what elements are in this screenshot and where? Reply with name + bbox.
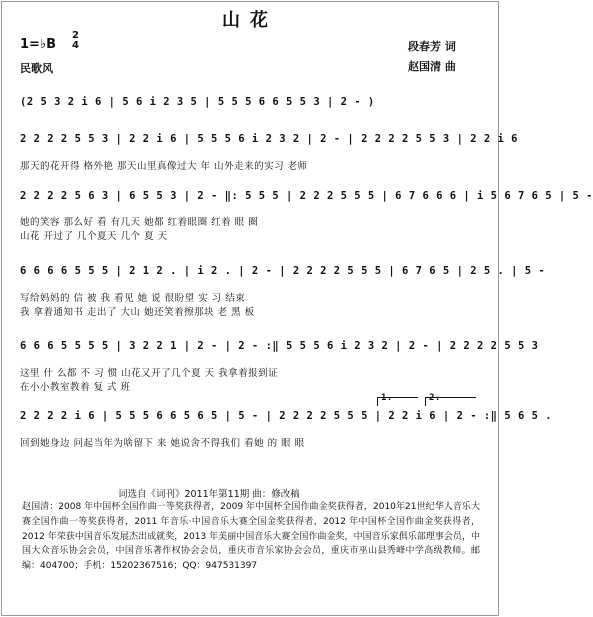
song-title: 山花 xyxy=(222,10,278,31)
lyrics-row-6-verse-1: 回到她身边 问起当年为啥留下 来 她说舍不得我们 看她 的 眼 眼 xyxy=(20,438,305,449)
notation-row-4: 6 6 6 6 5 5 5 | 2 1 2 . | i 2 . | 2 - | 2 2 2 2 5 5 5 | 6 7 6 5 | 2 5 . | 5 - xyxy=(20,265,546,277)
lyrics-row-4-verse-2: 我 拿着通知书 走出了 大山 她还笑着擦那块 老 黑 板 xyxy=(20,307,255,318)
lyrics-row-3-verse-1: 她的笑容 那么好 看 有几天 她都 红着眼圈 红着 眼 圈 xyxy=(20,217,259,228)
volta-1-label: 1. xyxy=(381,393,393,403)
notation-row-6: 2 2 2 2 i 6 | 5 5 5 6 6 5 6 5 | 5 - | 2 2 2 2 5 5 5 | 2 2 i 6 | 2 - :‖ 5 6 5 . xyxy=(20,410,553,422)
notation-row-5: 6 6 6 5 5 5 5 | 3 2 2 1 | 2 - | 2 - :‖ 5 5 5 6 i 2 3 2 | 2 - | 2 2 2 2 5 5 3 xyxy=(20,340,539,352)
lyrics-row-3-verse-2: 山花 开过了 几个夏天 几个 夏 天 xyxy=(20,231,168,242)
style-marking: 民歌风 xyxy=(20,62,53,75)
lyrics-row-5-verse-2: 在小小教室教着 复 式 班 xyxy=(20,382,131,393)
lyrics-row-5-verse-1: 这里 什 么都 不 习 惯 山花又开了几个夏 天 我拿着报到证 xyxy=(20,368,279,379)
notation-row-1: (2 5 3 2 i 6 | 5 6 i 2 3 5 | 5 5 5 6 6 5 5 3 | 2 - ) xyxy=(20,96,375,108)
lyrics-row-2-verse-1: 那天的花开得 格外艳 那天山里真像过大 年 山外走来的实习 老师 xyxy=(20,161,308,172)
composer-credit: 赵国清 曲 xyxy=(408,60,456,73)
lyricist-credit: 段春芳 词 xyxy=(408,40,456,53)
composer-biography: 赵国清：2008 年中国杯全国作曲一等奖获得者，2009 年中国杯全国作曲金奖获得者，2010年21世纪华人音乐大赛全国作曲一等奖获得者，2011 年音乐·中国音乐大赛全国金奖获得者，2012 年中国杯全国作曲金奖获得者，2012 年荣获中国音乐发展杰出成就奖，2013 年美丽中国音乐大赛全国作曲金奖，中国音乐家俱乐部理事会员，中国大众音乐协会会员，中国音乐著作权协会会员，重庆市音乐家协会会员，重庆市巫山县秀峰中学高级教师。邮编：404700；手机：15202367516；QQ：947531397 xyxy=(22,502,480,572)
lyrics-source: 词选自《词刊》2011年第11期 曲：修改稿 xyxy=(118,489,300,500)
lyrics-row-4-verse-1: 写给妈妈的 信 被 我 看见 她 说 很盼望 实 习 结束 xyxy=(20,293,246,304)
time-signature: 2 4 xyxy=(72,30,79,51)
notation-row-3: 2 2 2 2 5 6 3 | 6 5 5 3 | 2 - ‖: 5 5 5 | 2 2 2 5 5 5 | 6 7 6 6 6 | i 5 6 7 6 5 | 5 - xyxy=(20,190,593,202)
notation-row-2: 2 2 2 2 5 5 3 | 2 2 i 6 | 5 5 5 6 i 2 3 2 | 2 - | 2 2 2 2 5 5 3 | 2 2 i 6 xyxy=(20,133,518,145)
key-signature: 1=♭B xyxy=(20,37,56,52)
volta-2-label: 2. xyxy=(429,393,441,403)
